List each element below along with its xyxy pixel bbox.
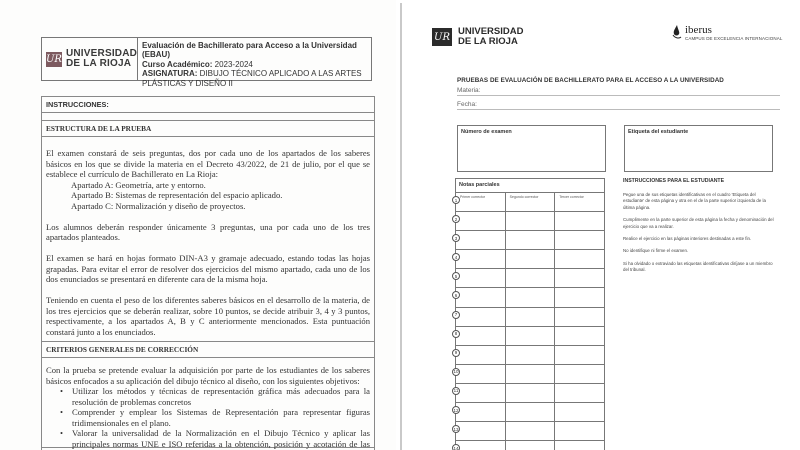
grade-row	[456, 193, 604, 212]
flame-icon	[672, 25, 682, 39]
question-number: 2	[452, 215, 460, 223]
grade-row	[453, 403, 604, 422]
grade-cell[interactable]	[555, 327, 604, 345]
subject: ASIGNATURA: DIBUJO TÉCNICO APLICADO A LAS ARTES PLÁSTICAS Y DISEÑO II	[142, 69, 362, 88]
grade-cell[interactable]	[456, 212, 506, 230]
iberus-logo	[672, 25, 782, 41]
grade-cell[interactable]	[555, 269, 604, 287]
student-instructions	[623, 192, 775, 280]
general-criteria-intro: Con la prueba se pretende evaluar la adquisición por parte de los estudiantes de los saberes básicos enfocados a su aplicación del dibujo técnico al diseño, con los siguientes objetivos:	[46, 365, 370, 386]
instruction-item: No identifique ni firme el examen.	[623, 248, 689, 254]
grade-cell[interactable]	[456, 327, 506, 345]
instruction-item: Cumplimente en la parte superior de esta página la fecha y denominación del ejercicio que va a realizar.	[623, 217, 774, 229]
question-number: 3	[452, 234, 460, 242]
grade-cell[interactable]	[456, 250, 506, 268]
grade-cell[interactable]	[555, 422, 604, 440]
grade-cell[interactable]	[555, 384, 604, 402]
question-number: 14	[452, 444, 460, 450]
question-number: 1	[452, 196, 460, 204]
question-number: 8	[452, 330, 460, 338]
exam-title: Evaluación de Bachillerato para Acceso a la Universidad (EBAU)	[142, 41, 357, 60]
grade-row	[456, 346, 604, 365]
grade-row	[456, 308, 604, 327]
grade-row	[456, 212, 604, 231]
structure-paragraph: El examen constará de seis preguntas, dos por cada uno de los apartados de los saberes básicos en los que se divide la materia en el Decreto 43/2022, de 21 de julio, por el que se establece el currículo de Bachillerato en La Rioja: Apartado A: Geometría, arte y entorno. Apartado B: Sistemas de representación del espacio aplicado. Apartado C: Normalización y diseño de proyectos.	[46, 148, 370, 211]
ur-logo-icon: UR	[46, 53, 62, 65]
course-year: Curso Académico: 2023-2024	[142, 59, 253, 69]
materia-label: Materia:	[457, 87, 481, 94]
structure-heading: ESTRUCTURA DE LA PRUEBA	[42, 121, 374, 137]
fecha-label: Fecha:	[457, 101, 477, 108]
question-number: 13	[453, 426, 459, 432]
grade-row	[456, 327, 604, 346]
university-name-line1: UNIVERSIDAD	[65, 48, 138, 59]
exam-number-label: Número de examen	[461, 129, 512, 135]
grade-cell[interactable]	[456, 231, 506, 249]
grade-cell[interactable]	[555, 365, 604, 383]
left-page-criteria	[0, 0, 396, 450]
question-number: 11	[453, 388, 459, 394]
university-name	[458, 27, 523, 47]
question-number: 5	[452, 272, 460, 280]
grade-cell[interactable]	[506, 288, 556, 306]
grade-cell[interactable]	[456, 403, 506, 421]
grade-cell[interactable]	[456, 288, 506, 306]
grade-cell[interactable]	[506, 403, 556, 421]
exam-header	[41, 37, 372, 88]
objective-item: • Valorar la universalidad de la Normalización en el Dibujo Técnico y aplicar las principales normas UNE e ISO referidas a la obtención, posición y acotación de las	[60, 428, 370, 450]
instruction-item: Si ha olvidado o extraviado las etiquetas identificativas diríjase a un miembro del tribunal.	[623, 260, 773, 273]
grade-cell[interactable]	[506, 212, 556, 230]
grade-cell[interactable]	[506, 365, 556, 383]
student-instructions-heading: INSTRUCCIONES PARA EL ESTUDIANTE	[623, 178, 725, 184]
instructions-heading: INSTRUCCIONES:	[42, 97, 374, 113]
grade-cell[interactable]	[456, 384, 506, 402]
materia-field[interactable]	[457, 87, 780, 96]
grade-cell[interactable]	[506, 269, 556, 287]
question-number: 4	[452, 253, 460, 261]
ur-logo-icon: UR	[432, 28, 452, 46]
page-divider	[400, 3, 402, 450]
university-name-line2: DE LA RIOJA	[65, 58, 132, 69]
grade-row	[453, 441, 604, 450]
grade-cell[interactable]	[456, 346, 506, 364]
spacer	[42, 113, 374, 121]
objectives-list	[46, 386, 370, 450]
grade-cell[interactable]	[555, 346, 604, 364]
partial-grades-table	[455, 178, 605, 450]
student-label-heading: Etiqueta del estudiante	[628, 129, 689, 135]
structure-paragraph: Los alumnos deberán responder únicamente 3 preguntas, una por cada uno de los tres apartados planteados.	[46, 221, 370, 242]
general-criteria-heading: CRITERIOS GENERALES DE CORRECCIÓN	[42, 342, 374, 358]
instruction-item: Realice el ejercicio en las páginas interiores destinadas a este fin.	[623, 236, 752, 242]
right-page-answer-sheet	[406, 0, 800, 450]
grade-cell[interactable]	[555, 231, 604, 249]
grade-cell[interactable]	[506, 384, 556, 402]
grade-cell[interactable]	[555, 441, 604, 450]
grade-cell[interactable]	[456, 269, 506, 287]
instruction-item: Pegue una de sus etiquetas identificativas en el cuadro 'Etiqueta del estudiante' de esta página y otra en el de la parte superior izquierda de la última página.	[623, 192, 766, 210]
grade-row	[456, 269, 604, 288]
grade-cell[interactable]	[506, 346, 556, 364]
university-logo	[42, 38, 138, 80]
grade-cell[interactable]	[506, 308, 556, 326]
apartado-b: Apartado B: Sistemas de representación del espacio aplicado.	[71, 190, 283, 200]
grade-row	[453, 365, 604, 384]
question-number: 6	[452, 291, 460, 299]
partial-grades-grid	[455, 192, 605, 450]
grade-cell[interactable]	[456, 422, 506, 440]
grade-cell[interactable]	[456, 441, 506, 450]
objective-item: • Utilizar los métodos y técnicas de representación gráfica más adecuados para la resolución de problemas concretos	[60, 386, 370, 407]
grade-cell[interactable]	[506, 231, 556, 249]
apartado-c: Apartado C: Normalización y diseño de proyectos.	[71, 200, 246, 211]
grade-cell[interactable]: Primer corrector	[456, 193, 506, 211]
grade-row	[456, 231, 604, 250]
objective-item: • Comprender y emplear los Sistemas de Representación para representar figuras tridimensionales en el plano.	[60, 407, 370, 428]
grade-cell[interactable]	[456, 365, 506, 383]
grade-cell[interactable]	[555, 403, 604, 421]
grade-cell[interactable]	[555, 250, 604, 268]
iberus-subtitle: CAMPUS DE EXCELENCIA INTERNACIONAL	[685, 36, 783, 41]
student-label-box[interactable]	[624, 125, 773, 172]
grade-cell[interactable]: Segundo corrector	[506, 193, 556, 211]
grade-cell[interactable]	[506, 441, 556, 450]
question-number: 9	[452, 349, 460, 357]
iberus-text	[685, 25, 782, 41]
grade-row	[456, 250, 604, 269]
answer-sheet-title: PRUEBAS DE EVALUACIÓN DE BACHILLERATO PARA EL ACCESO A LA UNIVERSIDAD	[457, 77, 724, 84]
grade-cell[interactable]	[555, 288, 604, 306]
university-logo	[432, 27, 523, 47]
grade-row	[456, 288, 604, 307]
iberus-name: iberus	[685, 24, 712, 36]
fecha-field[interactable]	[457, 101, 780, 110]
university-name-line1: UNIVERSIDAD	[458, 26, 524, 37]
grade-cell[interactable]: Tercer corrector	[559, 195, 584, 199]
apartado-a: Apartado A: Geometría, arte y entorno.	[71, 179, 206, 190]
structure-paragraph: Teniendo en cuenta el peso de los diferentes saberes básicos en el desarrollo de la materia, de los tres ejercicios que se deberán realizar, sobre 10 puntos, se decide atribuir 3, 4 y 3 puntos, respectivamente, a los apartados A, B y C anteriormente mencionados. Esta puntuación constará junto a los enunciados.	[46, 295, 370, 337]
general-criteria-body	[42, 358, 374, 447]
structure-body	[42, 137, 374, 337]
exam-info	[138, 38, 371, 88]
university-name	[66, 49, 137, 69]
grade-row	[453, 422, 604, 441]
grade-cell[interactable]	[555, 308, 604, 326]
question-number: 12	[453, 407, 459, 413]
grade-cell[interactable]	[456, 308, 506, 326]
partial-grades-title: Notas parciales	[455, 178, 605, 192]
question-number: 7	[452, 311, 460, 319]
university-name-line2: DE LA RIOJA	[458, 36, 518, 47]
structure-paragraph: El examen se hará en hojas formato DIN-A3 y gramaje adecuado, estando todas las hojas grapadas. Para evitar el error de resolver dos ejercicios del mismo apartado, cada uno de los dos enunciados se presentará en diferente cara de la misma hoja.	[46, 253, 370, 284]
grade-cell[interactable]	[506, 327, 556, 345]
grade-cell[interactable]	[555, 212, 604, 230]
grade-row	[453, 384, 604, 403]
question-number: 10	[453, 369, 459, 375]
instructions-section	[41, 96, 375, 450]
grade-cell[interactable]	[506, 250, 556, 268]
grade-cell[interactable]	[506, 422, 556, 440]
exam-number-box[interactable]	[457, 125, 606, 172]
